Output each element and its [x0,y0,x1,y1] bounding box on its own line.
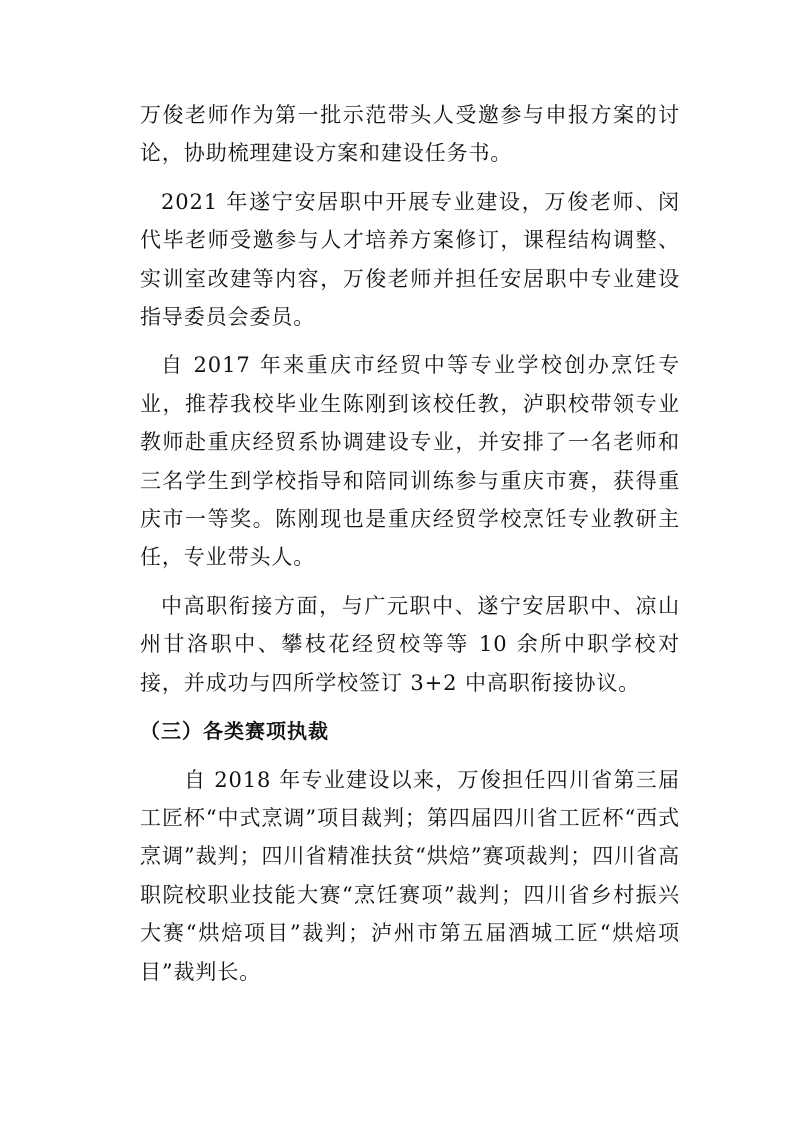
paragraph-competition-judging: 自 2018 年专业建设以来，万俊担任四川省第三届工匠杯“中式烹调”项目裁判；第四届四川省工匠杯“西式烹调”裁判；四川省精准扶贫“烘焙”赛项裁判；四川省高职院校职业技能大赛“烹饪赛项”裁判；四川省乡村振兴大赛“烘焙项目”裁判；泸州市第五届酒城工匠“烘焙项目”裁判长。 [140,767,680,984]
paragraph-suining-anju: 2021 年遂宁安居职中开展专业建设，万俊老师、闵代毕老师受邀参与人才培养方案修订，课程结构调整、实训室改建等内容，万俊老师并担任安居职中专业建设指导委员会委员。 [140,189,680,330]
document-body [140,96,680,1001]
section-heading-competition-judging: （三）各类赛项执裁 [140,719,329,744]
paragraph-chongqing-jingmao: 自 2017 年来重庆市经贸中等专业学校创办烹饪专业，推荐我校毕业生陈刚到该校任教，泸职校带领专业教师赴重庆经贸系协调建设专业，并安排了一名老师和三名学生到学校指导和陪同训练参与重庆市赛，获得重庆市一等奖。陈刚现也是重庆经贸学校烹饪专业教研主任，专业带头人。 [140,353,680,570]
paragraph-secondary-higher-link: 中高职衔接方面，与广元职中、遂宁安居职中、凉山州甘洛职中、攀枝花经贸校等等 10 余所中职学校对接，并成功与四所学校签订 3+2 中高职衔接协议。 [140,593,680,695]
paragraph-workshop-participation: 万俊老师作为第一批示范带头人受邀参与申报方案的讨论，协助梳理建设方案和建设任务书。 [140,103,680,166]
